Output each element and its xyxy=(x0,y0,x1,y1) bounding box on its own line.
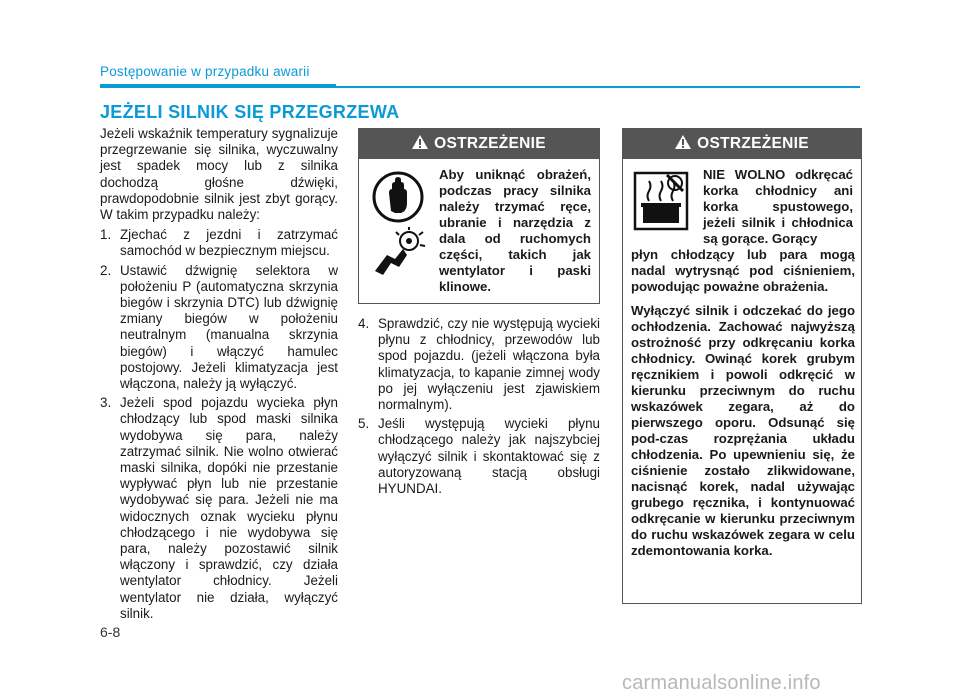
rotating-fan-hazard-icon xyxy=(369,227,427,277)
page-title: JEŻELI SILNIK SIĘ PRZEGRZEWA xyxy=(100,102,400,122)
warning-text-continued: płyn chłodzący lub para mogą nadal wytrysnąć pod ciśnieniem, powodując poważne obrażenia. xyxy=(631,247,855,294)
steps-list-left xyxy=(100,227,338,622)
section-label: Postępowanie w przypadku awarii xyxy=(100,64,310,79)
warning-triangle-icon xyxy=(675,135,691,154)
watermark: carmanualsonline.info xyxy=(622,672,821,694)
intro-paragraph: Jeżeli wskaźnik temperatury sygnalizuje przegrzewanie się silnika, wyczuwalny jest spadek mocy lub z silnika dochodzą głośne dźwięki, prawdopodobnie silnik jest zbyt gorący. W takim przypadku należy: xyxy=(100,126,338,223)
no-open-hot-radiator-icon xyxy=(633,171,689,231)
warning-header: OSTRZEŻENIE xyxy=(359,129,599,159)
left-column xyxy=(100,126,338,625)
list-item: 5. Jeśli występują wycieki płynu chłodzącego należy jak najszybciej wyłączyć silnik i skontaktować się z autoryzowaną stacją obsługi HYUNDAI. xyxy=(358,416,600,497)
warning-box-fan xyxy=(358,128,600,304)
steps-list-right xyxy=(358,316,600,497)
list-item: 4. Sprawdzić, czy nie występują wycieki płynu z chłodnicy, przewodów lub spod pojazdu. (jeżeli włączona była klimatyzacja, to kapanie zimnej wody po jej wyłączeniu jest zjawiskiem normalnym). xyxy=(358,316,600,413)
stop-hand-icon xyxy=(369,171,427,223)
list-item: 1. Zjechać z jezdni i zatrzymać samochód w bezpiecznym miejscu. xyxy=(100,227,338,259)
warning-text: Aby uniknąć obrażeń, podczas pracy silnika należy trzymać ręce, ubranie i narzędzia z dala od ruchomych części, takich jak wentylator i paski klinowe. xyxy=(439,167,591,294)
warning-text-body xyxy=(631,247,855,567)
list-item: 3. Jeżeli spod pojazdu wycieka płyn chłodzący lub spod maski silnika wydobywa się para, należy zatrzymać silnik. Nie wolno otwierać maski silnika, dopóki nie przestanie wypływać płyn lub nie przestanie wydobywać się para. Jeżeli nie ma widocznych oznak wycieku płynu chłodzącego i nie wydobywa się para, należy pozostawić silnik włączony i sprawdzić, czy działa wentylator chłodnicy. Jeżeli wentylator nie działa, wyłączyć silnik. xyxy=(100,395,338,621)
right-column xyxy=(358,316,600,500)
warning-text-intro: NIE WOLNO odkręcać korka chłodnicy ani korka spustowego, jeżeli silnik i chłodnica są gorące. Gorący xyxy=(703,167,853,246)
warning-box-radiator xyxy=(622,128,862,604)
warning-text-instructions: Wyłączyć silnik i odczekać do jego ochłodzenia. Zachować najwyższą ostrożność przy odkręcaniu korka chłodnicy. Owinąć korek grubym ręcznikiem i powoli odkręcić w kierunku przeciwnym do ruchu wskazówek zegara, aż do pierwszego oporu. Odsunąć się pod-czas rozprężania układu chłodzenia. Po upewnieniu się, że ciśnienie zostało zlikwidowane, nacisnąć korek, nadal używając grubego ręcznika, i kontynuować odkręcanie w kierunku przeciwnym do ruchu wskazówek zegara w celu zdemontowania korka. xyxy=(631,303,855,558)
warning-header: OSTRZEŻENIE xyxy=(623,129,861,159)
page-number: 6-8 xyxy=(100,624,121,640)
header-rule-accent xyxy=(100,84,336,88)
list-item: 2. Ustawić dźwignię selektora w położeniu P (automatyczna skrzynia biegów i skrzynia DTC) lub dźwignię zmiany biegów w położeniu neutralnym (manualna skrzynia biegów) i włączyć hamulec postojowy. Jeżeli klimatyzacja jest włączona, należy ją wyłączyć. xyxy=(100,262,338,392)
warning-triangle-icon xyxy=(412,135,428,154)
